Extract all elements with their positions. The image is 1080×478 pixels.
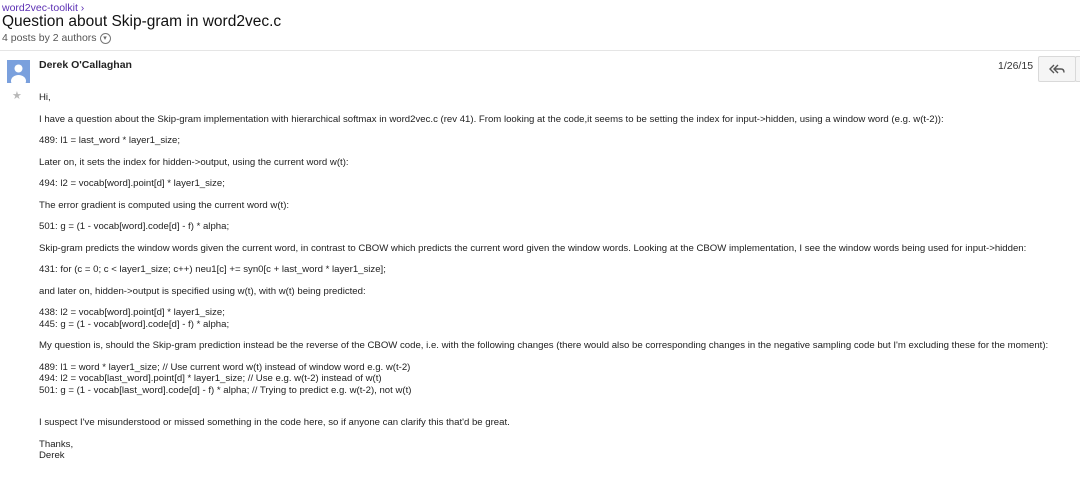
- message-line: Later on, it sets the index for hidden->output, using the current word w(t):: [39, 156, 349, 168]
- message-line: I have a question about the Skip-gram implementation with hierarchical softmax in word2vec.c (rev 41). From looking at the code,it seems to be setting the index for input->hidden, using a window word (e.g. w(t-2)):: [39, 113, 944, 125]
- message-line: 489: l1 = word * layer1_size; // Use current word w(t) instead of window word e.g. w(t-2): [39, 361, 411, 373]
- message-body: [39, 92, 1079, 462]
- message-line: 431: for (c = 0; c < layer1_size; c++) neu1[c] += syn0[c + last_word * layer1_size];: [39, 264, 386, 275]
- message-date: 1/26/15: [998, 60, 1034, 72]
- more-options-button[interactable]: [1075, 56, 1080, 82]
- message-paragraph: [39, 439, 1079, 462]
- message-line: 438: l2 = vocab[word].point[d] * layer1_size;: [39, 307, 225, 318]
- message-paragraph: [39, 340, 1079, 352]
- message-paragraph: [39, 114, 1079, 126]
- message-paragraph: [39, 200, 1079, 212]
- message-paragraph: [39, 243, 1079, 255]
- author-name[interactable]: Derek O'Callaghan: [39, 59, 132, 71]
- message-line: Thanks,: [39, 438, 74, 450]
- message-line: Skip-gram predicts the window words given the current word, in contrast to CBOW which predicts the current word given the window words. Looking at the CBOW implementation, I see the window words being used for input->hidden:: [39, 242, 1027, 254]
- message-paragraph: [39, 417, 1079, 429]
- message-line: 501: g = (1 - vocab[word].code[d] - f) * alpha;: [39, 221, 230, 232]
- message-paragraph: [39, 307, 1079, 330]
- message-line: 501: g = (1 - vocab[last_word].code[d] - f) * alpha; // Trying to predict e.g. w(t-2), not w(t): [39, 384, 412, 396]
- breadcrumb-link[interactable]: word2vec-toolkit ›: [2, 2, 85, 14]
- message-line: and later on, hidden->output is specified using w(t), with w(t) being predicted:: [39, 285, 366, 297]
- thread-title: Question about Skip-gram in word2vec.c: [2, 13, 282, 30]
- message-line: 494: l2 = vocab[last_word].point[d] * layer1_size; // Use e.g. w(t-2) instead of w(t): [39, 373, 382, 384]
- message-line: The error gradient is computed using the current word w(t):: [39, 199, 290, 211]
- reply-all-button[interactable]: [1038, 56, 1076, 82]
- chevron-down-icon[interactable]: ▾: [100, 33, 111, 44]
- message-line: Hi,: [39, 92, 51, 103]
- thread-meta-text: 4 posts by 2 authors: [2, 32, 97, 44]
- message-line: My question is, should the Skip-gram prediction instead be the reverse of the CBOW code, i.e. with the following changes (there would also be corresponding changes in the negative sampling code but I'm excluding these for the moment):: [39, 340, 1049, 351]
- message-paragraph: [39, 178, 1079, 190]
- message-line: 445: g = (1 - vocab[word].code[d] - f) * alpha;: [39, 318, 230, 330]
- message-line: 489: l1 = last_word * layer1_size;: [39, 135, 181, 146]
- message-line: 494: l2 = vocab[word].point[d] * layer1_size;: [39, 178, 225, 189]
- star-icon[interactable]: ★: [12, 90, 22, 102]
- person-icon: [7, 60, 30, 83]
- thread-meta: [2, 32, 111, 44]
- message-paragraph: [39, 92, 1079, 104]
- message-paragraph: [39, 157, 1079, 169]
- message-paragraph: [39, 286, 1079, 298]
- divider: [0, 50, 1080, 51]
- message-paragraph: [39, 135, 1079, 147]
- reply-all-icon: [1049, 64, 1065, 74]
- message-line: Derek: [39, 450, 65, 461]
- message-paragraph: [39, 362, 1079, 397]
- message-paragraph: [39, 221, 1079, 233]
- message-line: I suspect I've misunderstood or missed something in the code here, so if anyone can clarify this that'd be great.: [39, 417, 510, 428]
- avatar: [7, 60, 30, 83]
- message-paragraph: [39, 264, 1079, 276]
